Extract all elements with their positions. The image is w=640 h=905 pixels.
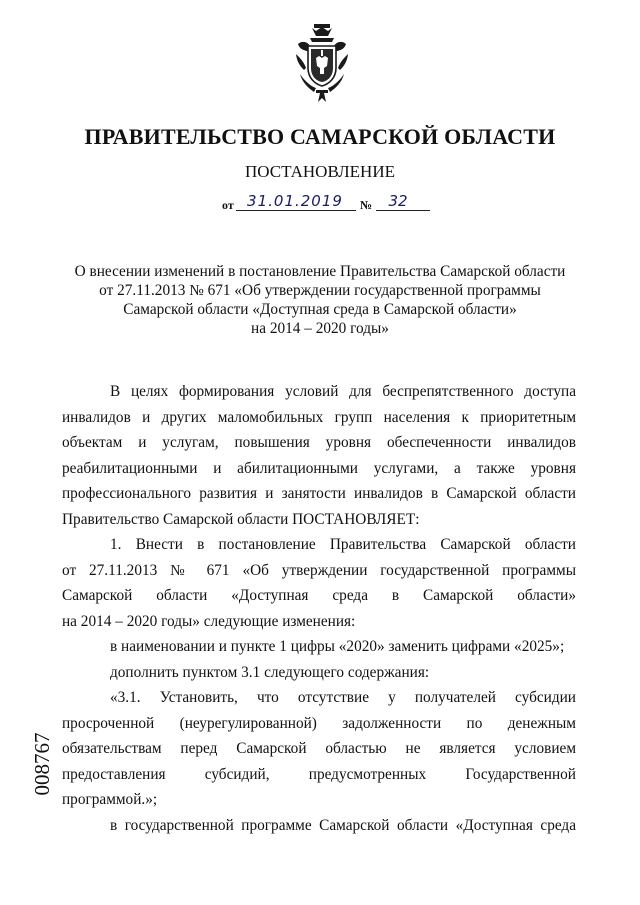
body-line: на 2014 – 2020 годы» следующие изменения: bbox=[62, 612, 356, 630]
number-underline bbox=[376, 210, 430, 211]
body-line: программой.»; bbox=[62, 791, 158, 808]
body-line: «3.1. Установить, что отсутствие у получателей субсидии bbox=[110, 689, 576, 706]
date-number-line bbox=[222, 192, 432, 214]
body-line: объектам и услугам, повышения уровня обеспеченности инвалидов bbox=[62, 434, 576, 451]
document-body bbox=[62, 379, 576, 838]
subject-line: О внесении изменений в постановление Правительства Самарской области bbox=[74, 263, 566, 280]
registration-number-text: 008767 bbox=[30, 732, 54, 796]
registration-number bbox=[18, 720, 64, 810]
body-line: Правительство Самарской области ПОСТАНОВЛЯЕТ: bbox=[62, 510, 420, 528]
body-line: инвалидов и других маломобильных групп населения к приоритетным bbox=[62, 408, 576, 426]
body-line: Самарской области «Доступная среда в Самарской области» bbox=[62, 587, 576, 604]
body-line: профессионального развития и занятости инвалидов в Самарской области bbox=[62, 485, 576, 502]
body-line: 1. Внести в постановление Правительства Самарской области bbox=[110, 536, 576, 553]
body-line: дополнить пунктом 3.1 следующего содержания: bbox=[110, 663, 430, 681]
document-type: ПОСТАНОВЛЕНИЕ bbox=[244, 162, 395, 181]
subject-line: от 27.11.2013 № 671 «Об утверждении государственной программы bbox=[99, 282, 541, 299]
body-line: предоставления субсидий, предусмотренных Государственной bbox=[62, 765, 576, 783]
date-underline bbox=[236, 210, 356, 211]
subject-line: Самарской области «Доступная среда в Самарской области» bbox=[123, 301, 517, 318]
document-number: 32 bbox=[388, 192, 408, 210]
number-prefix: № bbox=[360, 198, 373, 212]
body-line: В целях формирования условий для беспрепятственного доступа bbox=[110, 383, 576, 400]
document-subject bbox=[60, 262, 580, 338]
body-line: обязательствам перед Самарской областью не является условием bbox=[62, 740, 576, 757]
subject-line: на 2014 – 2020 годы» bbox=[251, 320, 389, 337]
coat-of-arms-emblem bbox=[292, 22, 352, 104]
government-title: ПРАВИТЕЛЬСТВО САМАРСКОЙ ОБЛАСТИ bbox=[84, 124, 556, 149]
body-line: от 27.11.2013 № 671 «Об утверждении государственной программы bbox=[62, 561, 576, 579]
body-line: реабилитационными и абилитационными услугами, а также уровня bbox=[62, 459, 576, 477]
body-line: в наименовании и пункте 1 цифры «2020» заменить цифрами «2025»; bbox=[110, 638, 565, 655]
date-prefix: от bbox=[222, 198, 234, 212]
body-line: просроченной (неурегулированной) задолженности по денежным bbox=[62, 714, 576, 732]
body-line: в государственной программе Самарской области «Доступная среда bbox=[110, 816, 576, 834]
document-date: 31.01.2019 bbox=[247, 192, 343, 210]
